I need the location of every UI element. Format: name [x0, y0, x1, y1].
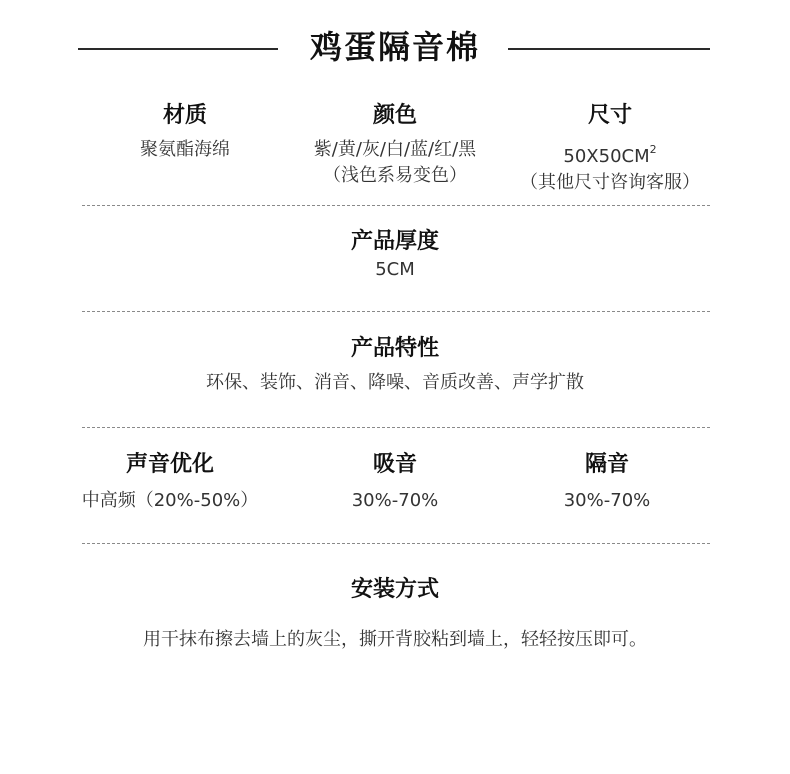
divider-1 [82, 205, 710, 206]
acoustic-insulation [507, 447, 707, 514]
acoustic-absorption-label: 吸音 [372, 452, 417, 477]
spec-size-value-wrap [500, 137, 720, 170]
spec-material [100, 98, 270, 163]
spec-size [500, 98, 720, 196]
spec-color-value: 紫/黄/灰/白/蓝/红/黑 [313, 139, 477, 160]
acoustic-optimization-value: 中高频（20%-50%） [81, 490, 259, 511]
installation-value: 用干抹布擦去墙上的灰尘，撕开背胶粘到墙上，轻轻按压即可。 [143, 629, 647, 650]
installation-label: 安装方式 [350, 577, 439, 602]
acoustic-absorption [295, 447, 495, 514]
spec-color [285, 98, 505, 189]
spec-material-label: 材质 [162, 103, 207, 128]
features-label: 产品特性 [350, 336, 439, 361]
features-value: 环保、装饰、消音、降噪、音质改善、声学扩散 [206, 372, 584, 393]
spec-color-label: 颜色 [372, 103, 417, 128]
divider-2 [82, 311, 710, 312]
acoustic-optimization [70, 447, 270, 514]
thickness-value: 5CM [375, 259, 415, 280]
spec-size-note: （其他尺寸咨询客服） [520, 172, 700, 193]
acoustic-absorption-value: 30%-70% [351, 490, 439, 511]
acoustic-optimization-label: 声音优化 [125, 452, 214, 477]
acoustic-insulation-label: 隔音 [584, 452, 629, 477]
spec-material-value: 聚氨酯海绵 [140, 139, 230, 160]
divider-3 [82, 427, 710, 428]
spec-size-value: 50X50CM [563, 146, 650, 167]
divider-4 [82, 543, 710, 544]
acoustic-insulation-value: 30%-70% [563, 490, 651, 511]
spec-size-superscript: 2 [649, 143, 657, 156]
thickness-label: 产品厚度 [350, 229, 439, 254]
spec-color-note: （浅色系易变色） [323, 165, 467, 186]
spec-size-label: 尺寸 [587, 103, 632, 128]
page-title: 鸡蛋隔音棉 [309, 28, 480, 66]
